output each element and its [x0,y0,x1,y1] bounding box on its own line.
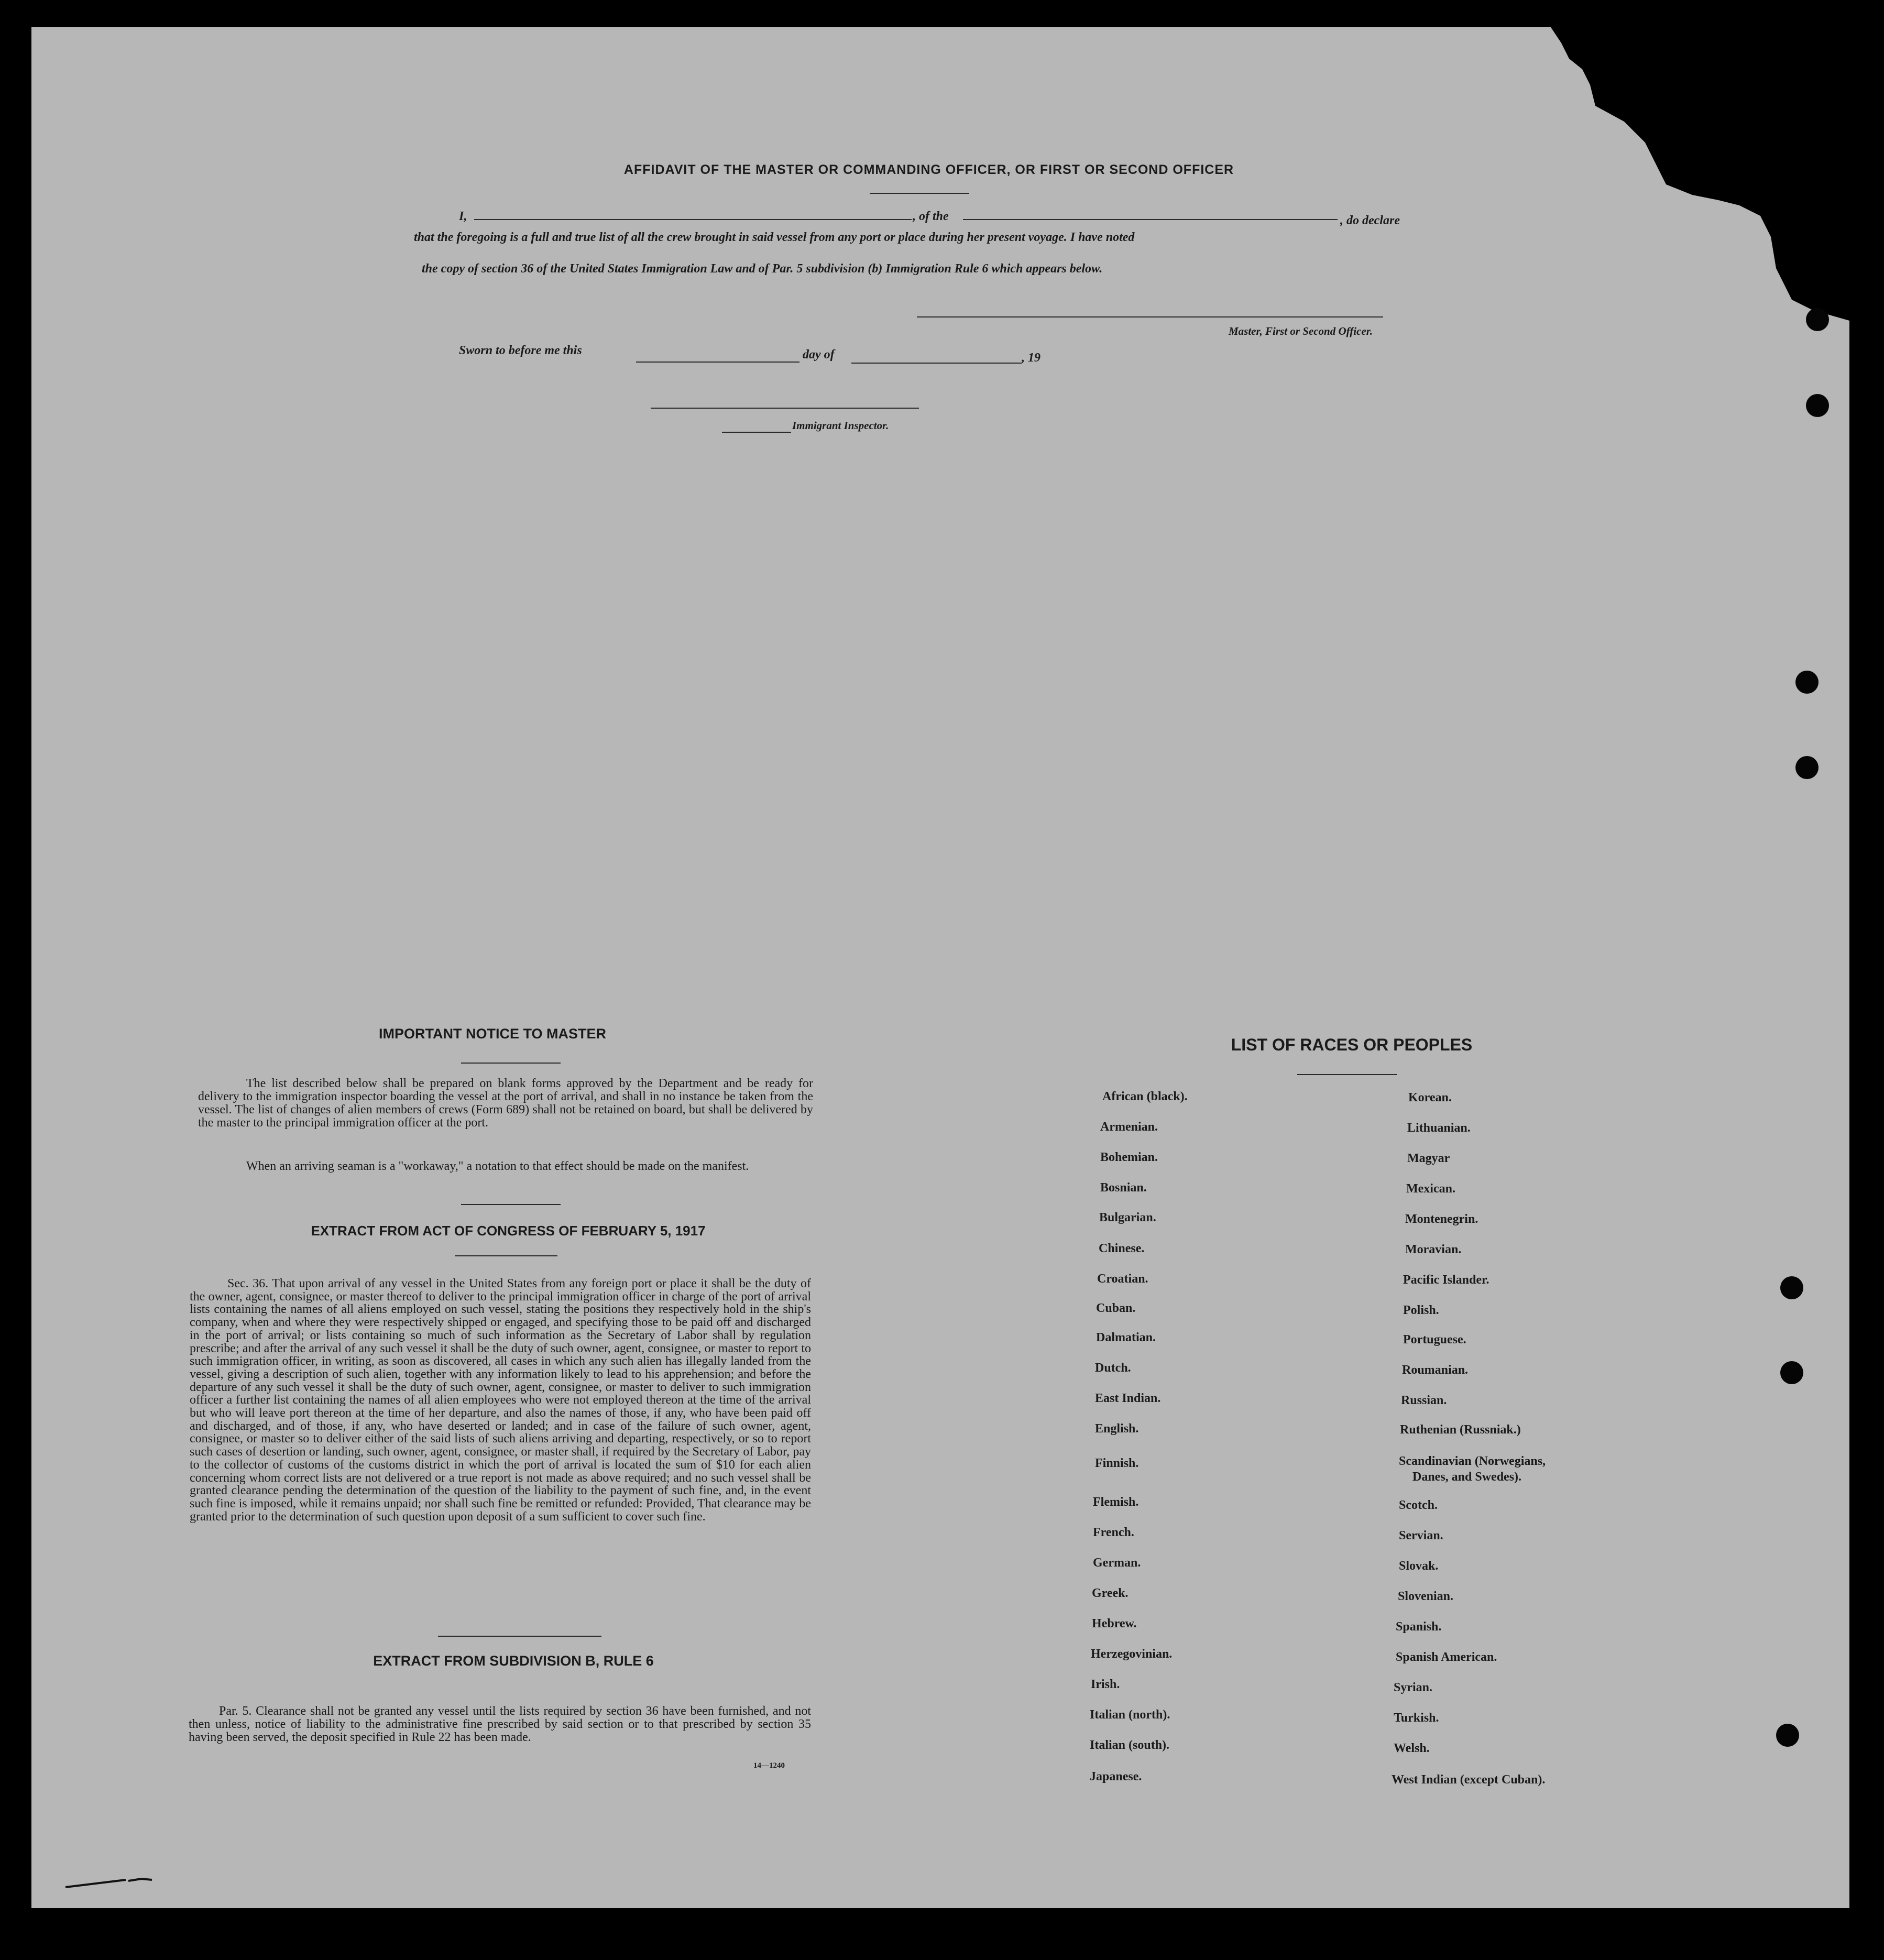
punch-hole [1780,1361,1803,1384]
race-item: East Indian. [1095,1392,1161,1405]
race-item: Spanish. [1396,1620,1442,1634]
race-item: Bosnian. [1100,1181,1147,1195]
affidavit-declare: , do declare [1340,214,1400,227]
race-item: Danes, and Swedes). [1412,1470,1522,1484]
races-title: LIST OF RACES OR PEOPLES [1231,1035,1473,1054]
race-item: Korean. [1408,1091,1452,1104]
race-item: Herzegovinian. [1091,1647,1173,1661]
race-item: French. [1093,1526,1134,1539]
punch-hole [1795,671,1819,694]
divider [870,193,969,194]
race-item: Chinese. [1099,1242,1145,1255]
race-item: Servian. [1399,1529,1443,1542]
race-item: Bulgarian. [1099,1211,1156,1224]
race-item: Scotch. [1399,1498,1438,1512]
race-item: Dalmatian. [1096,1331,1156,1344]
affidavit-line3: the copy of section 36 of the United States Immigration Law and of Par. 5 subdivision (b) Immigration Rule 6 which appears below. [422,262,1103,276]
race-item: Moravian. [1405,1243,1462,1256]
race-item: Slovenian. [1398,1590,1454,1603]
race-item: English. [1095,1422,1139,1436]
punch-hole [1795,756,1819,779]
race-item: Turkish. [1394,1711,1439,1725]
race-item: Ruthenian (Russniak.) [1400,1423,1521,1437]
punch-hole [1806,394,1829,417]
punch-hole [1776,1724,1799,1747]
race-item: Polish. [1403,1304,1439,1317]
race-item: Russian. [1401,1394,1447,1407]
race-item: Hebrew. [1092,1617,1137,1630]
race-item: Italian (south). [1090,1738,1170,1752]
sworn-label: Sworn to before me this [459,344,582,357]
race-item: West Indian (except Cuban). [1392,1773,1546,1787]
race-item: Slovak. [1399,1559,1439,1573]
race-item: Mexican. [1406,1182,1455,1196]
rule-title: EXTRACT FROM SUBDIVISION B, RULE 6 [373,1653,654,1669]
affidavit-title: AFFIDAVIT OF THE MASTER OR COMMANDING OFFICER, OR FIRST OR SECOND OFFICER [623,162,1234,177]
race-item: Finnish. [1095,1457,1139,1470]
race-item: African (black). [1102,1090,1188,1103]
race-item: Greek. [1092,1586,1129,1600]
punch-hole [1806,308,1829,331]
race-item: Irish. [1091,1678,1120,1691]
race-item: Scandinavian (Norwegians, [1399,1454,1546,1468]
race-item: Roumanian. [1402,1363,1469,1377]
race-item: Lithuanian. [1407,1121,1471,1135]
race-item: Spanish American. [1396,1650,1497,1664]
divider [438,1636,601,1637]
divider [461,1063,561,1064]
inspector-label: Immigrant Inspector. [792,419,889,432]
race-item: Syrian. [1394,1681,1433,1694]
pen-mark [63,1870,168,1891]
torn-corner [1519,27,1884,342]
race-item: Dutch. [1095,1361,1131,1375]
race-item: Italian (north). [1090,1708,1170,1722]
race-item: Magyar [1407,1152,1450,1165]
affidavit-i: I, [459,210,467,223]
race-item: Japanese. [1090,1770,1142,1783]
race-item: Pacific Islander. [1403,1273,1489,1287]
race-item: Portuguese. [1403,1333,1466,1346]
notice-paragraph-1: The list described below shall be prepared on blank forms approved by the Department and be ready for delivery to the immigration inspector boarding the vessel at the port of arrival, and shall in no instance be taken from the vessel. The list of changes of alien members of crews (Form 689) shall not be retained on board, but shall be delivered by the master to the principal immigration officer at the port. [198,1077,813,1130]
notice-title: IMPORTANT NOTICE TO MASTER [379,1026,606,1042]
notice-paragraph-2: When an arriving seaman is a "workaway," a notation to that effect should be made on the manifest. [246,1159,749,1173]
act-title: EXTRACT FROM ACT OF CONGRESS OF FEBRUARY 5, 1917 [311,1223,706,1239]
rule-paragraph: Par. 5. Clearance shall not be granted any vessel until the lists required by section 36 have been furnished, and not then unless, notice of liability to the administrative fine prescribed by said section or to that prescribed by section 35 having been served, the deposit specified in Rule 22 has been made. [189,1704,811,1744]
affidavit-of-the: , of the [913,210,949,223]
sworn-month-line[interactable] [851,363,1022,364]
race-item: Welsh. [1394,1742,1430,1755]
punch-hole [1780,1276,1803,1299]
form-number: 14—1240 [753,1761,785,1770]
act-section-36: Sec. 36. That upon arrival of any vessel in the United States from any foreign port or place it shall be the duty of the owner, agent, consignee, or master thereof to deliver to the principal immigration officer in charge of the port of arrival lists containing the names of all aliens employed on such vessel, stating the positions they respectively hold in the ship's company, when and where they were respectively shipped or engaged, and specifying those to be paid off and discharged in the port of arrival; or lists containing so much of such information as the Secretary of Labor shall by regulation prescribe; and after the arrival of any such vessel it shall be the duty of such owner, agent, consignee, or master to report to such immigration officer, in writing, as soon as discovered, all cases in which any such alien has illegally landed from the vessel, giving a description of such alien, together with any information likely to lead to his apprehension; and before the departure of any such vessel it shall be the duty of such owner, agent, consignee, or master to deliver to such immigration officer a further list containing the names of all alien employees who were not employed thereon at the time of the arrival but who will leave port thereon at the time of her departure, and also the names of those, if any, who have been paid off and discharged, and of those, if any, who have deserted or landed; and in case of the failure of such owner, agent, consignee, or master so to deliver either of the said lists of such aliens arriving and departing, respectively, or so to report such cases of desertion or landing, such owner, agent, consignee, or master shall, if required by the Secretary of Labor, pay to the collector of customs of the customs district in which the port of arrival is located the sum of $10 for each alien concerning whom correct lists are not delivered or a true report is not made as above required; and no such vessel shall be granted clearance pending the determination of the question of the liability to the payment of such fine, and, in the event such fine is imposed, while it remains unpaid; nor shall such fine be remitted or refunded: Provided, That clearance may be granted prior to the determination of such question upon deposit of a sum sufficient to cover such fine. [190,1277,811,1524]
affidavit-line2: that the foregoing is a full and true list of all the crew brought in said vessel from any port or place during her present voyage. I have noted [414,231,1135,244]
name-line[interactable] [474,219,912,220]
inspector-short-line [722,432,791,433]
race-item: Cuban. [1096,1301,1136,1315]
divider [461,1204,561,1205]
master-signature-label: Master, First or Second Officer. [1229,325,1373,337]
divider [1297,1074,1397,1075]
vessel-line[interactable] [963,219,1338,220]
race-item: Armenian. [1100,1120,1158,1134]
race-item: Montenegrin. [1405,1212,1478,1226]
day-of-label: day of [803,348,835,362]
race-item: Croatian. [1097,1272,1148,1286]
race-item: German. [1093,1556,1141,1570]
sworn-day-line[interactable] [636,362,799,363]
race-item: Flemish. [1093,1495,1139,1509]
inspector-signature-line[interactable] [651,408,919,409]
master-signature-line[interactable] [917,316,1383,317]
year-label: , 19 [1022,351,1040,365]
race-item: Bohemian. [1100,1151,1158,1164]
divider [455,1255,557,1256]
